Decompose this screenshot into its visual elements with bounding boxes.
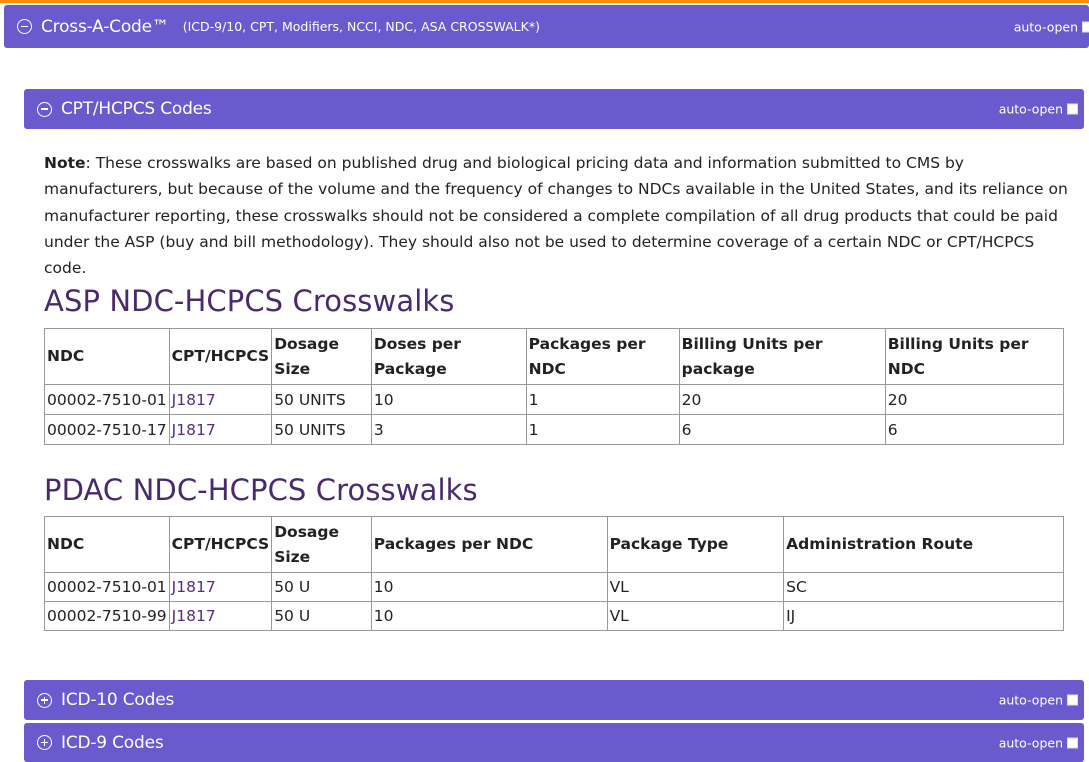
administration-route-cell: SC <box>784 573 1064 602</box>
section-title: ICD-9 Codes <box>61 732 164 753</box>
asp-crosswalk-table <box>44 328 1064 445</box>
hcpcs-code-link[interactable]: J1817 <box>171 420 216 439</box>
table-header-row <box>45 329 1064 385</box>
hcpcs-cell <box>169 573 272 602</box>
ndc-cell: 00002-7510-99 <box>45 602 170 631</box>
pdac-crosswalk-heading: PDAC NDC-HCPCS Crosswalks <box>44 473 478 507</box>
column-header: Dosage Size <box>272 517 372 573</box>
auto-open-checkbox[interactable] <box>1082 21 1089 32</box>
hcpcs-cell <box>169 385 272 415</box>
table-row <box>45 415 1064 445</box>
doses-per-package-cell: 10 <box>371 385 526 415</box>
column-header: Doses per Package <box>371 329 526 385</box>
package-type-cell: VL <box>607 573 784 602</box>
packages-per-ndc-cell: 10 <box>371 602 607 631</box>
dosage-size-cell: 50 U <box>272 602 372 631</box>
table-row <box>45 573 1064 602</box>
column-header: Packages per NDC <box>526 329 679 385</box>
column-header: Billing Units per package <box>679 329 885 385</box>
header-subtitle: (ICD-9/10, CPT, Modifiers, NCCI, NDC, ASA CROSSWALK*) <box>182 19 540 34</box>
auto-open-toggle[interactable] <box>999 693 1078 708</box>
hcpcs-code-link[interactable]: J1817 <box>171 607 216 625</box>
administration-route-cell: IJ <box>784 602 1064 631</box>
billing-units-per-ndc-cell: 6 <box>885 415 1063 445</box>
section-title: CPT/HCPCS Codes <box>61 99 212 119</box>
column-header: NDC <box>45 329 170 385</box>
asp-crosswalk-heading: ASP NDC-HCPCS Crosswalks <box>44 284 455 318</box>
collapse-icon[interactable] <box>37 102 52 117</box>
dosage-size-cell: 50 UNITS <box>272 415 372 445</box>
auto-open-toggle[interactable] <box>999 735 1078 750</box>
cross-a-code-header-bar[interactable] <box>4 5 1089 48</box>
packages-per-ndc-cell: 1 <box>526 385 679 415</box>
packages-per-ndc-cell: 10 <box>371 573 607 602</box>
section-title: ICD-10 Codes <box>61 690 175 710</box>
note-label: Note <box>44 154 86 172</box>
hcpcs-cell <box>169 415 272 445</box>
crosswalk-note <box>44 150 1068 281</box>
pdac-crosswalk-table <box>44 516 1064 631</box>
expand-icon[interactable] <box>37 735 52 750</box>
column-header: Billing Units per NDC <box>885 329 1063 385</box>
hcpcs-code-link[interactable]: J1817 <box>171 390 216 409</box>
auto-open-label: auto-open <box>1013 19 1078 34</box>
hcpcs-cell <box>169 602 272 631</box>
auto-open-checkbox[interactable] <box>1067 695 1078 706</box>
top-accent-line <box>0 0 1089 3</box>
expand-icon[interactable] <box>37 693 52 708</box>
auto-open-label: auto-open <box>998 692 1063 708</box>
column-header: Package Type <box>607 517 784 573</box>
ndc-cell: 00002-7510-01 <box>45 385 170 415</box>
column-header: CPT/HCPCS <box>169 329 272 385</box>
auto-open-checkbox[interactable] <box>1067 737 1078 748</box>
column-header: NDC <box>45 517 170 573</box>
billing-units-per-ndc-cell: 20 <box>885 385 1063 415</box>
package-type-cell: VL <box>607 602 784 631</box>
table-row <box>45 602 1064 631</box>
column-header: Packages per NDC <box>371 517 607 573</box>
billing-units-per-package-cell: 20 <box>679 385 885 415</box>
packages-per-ndc-cell: 1 <box>526 415 679 445</box>
auto-open-toggle[interactable] <box>999 102 1078 117</box>
hcpcs-code-link[interactable]: J1817 <box>171 578 216 596</box>
table-row <box>45 385 1064 415</box>
cpt-hcpcs-section-bar[interactable] <box>24 89 1084 129</box>
column-header: CPT/HCPCS <box>169 517 272 573</box>
icd9-section-bar[interactable] <box>24 723 1084 762</box>
header-title: Cross-A-Code™ <box>41 16 169 37</box>
auto-open-label: auto-open <box>998 735 1063 750</box>
auto-open-toggle[interactable] <box>1014 19 1089 34</box>
note-text: : These crosswalks are based on published drug and biological pricing data and information submitted to CMS by manufacturers, but because of the volume and the frequency of changes to NDCs available in the United States, and its reliance on manufacturer reporting, these crosswalks should not be considered a complete compilation of all drug products that could be paid under the ASP (buy and bill methodology). They should also not be used to determine coverage of a certain NDC or CPT/HCPCS code. <box>44 154 1068 278</box>
column-header: Dosage Size <box>272 329 372 385</box>
doses-per-package-cell: 3 <box>371 415 526 445</box>
ndc-cell: 00002-7510-01 <box>45 573 170 602</box>
table-header-row <box>45 517 1064 573</box>
collapse-icon[interactable] <box>17 19 32 34</box>
column-header: Administration Route <box>784 517 1064 573</box>
billing-units-per-package-cell: 6 <box>679 415 885 445</box>
dosage-size-cell: 50 U <box>272 573 372 602</box>
icd10-section-bar[interactable] <box>24 680 1084 720</box>
dosage-size-cell: 50 UNITS <box>272 385 372 415</box>
auto-open-checkbox[interactable] <box>1067 104 1078 115</box>
ndc-cell: 00002-7510-17 <box>45 415 170 445</box>
auto-open-label: auto-open <box>998 101 1063 117</box>
